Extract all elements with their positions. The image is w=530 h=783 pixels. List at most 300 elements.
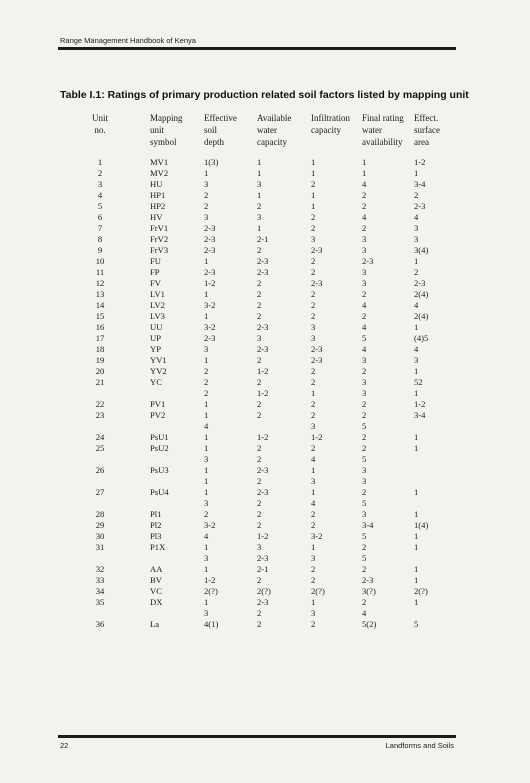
cell-soil-depth: 3	[204, 212, 209, 222]
cell-final-rating: 3-4	[362, 520, 374, 530]
cell-soil-depth: 3	[204, 553, 209, 563]
cell-surface-area: 5	[414, 619, 419, 629]
footer-rule	[58, 735, 456, 738]
cell-water-capacity: 1-2	[257, 531, 269, 541]
cell-infiltration: 2-3	[311, 344, 323, 354]
cell-soil-depth: 1	[204, 410, 209, 420]
cell-unit-no: 20	[95, 366, 105, 376]
cell-mapping-unit: PsU1	[150, 432, 169, 442]
cell-mapping-unit: MV2	[150, 168, 169, 178]
column-header-surface-area	[414, 112, 440, 148]
cell-infiltration: 1	[311, 157, 316, 167]
cell-infiltration: 3	[311, 333, 316, 343]
cell-water-capacity: 1	[257, 168, 262, 178]
cell-mapping-unit: FU	[150, 256, 161, 266]
cell-infiltration: 1	[311, 542, 316, 552]
cell-final-rating: 2	[362, 410, 367, 420]
table-row	[0, 300, 530, 311]
column-header-line: no.	[94, 125, 106, 135]
table-row	[0, 256, 530, 267]
cell-surface-area: 3-4	[414, 410, 426, 420]
cell-soil-depth: 1	[204, 487, 209, 497]
column-header-soil-depth	[204, 112, 237, 148]
cell-mapping-unit: YP	[150, 344, 161, 354]
section-name: Landforms and Soils	[385, 741, 454, 750]
column-header-line: water	[257, 125, 277, 135]
cell-infiltration: 1	[311, 487, 316, 497]
table-row	[0, 322, 530, 333]
cell-mapping-unit: VC	[150, 586, 162, 596]
cell-water-capacity: 2	[257, 443, 262, 453]
cell-mapping-unit: Pl3	[150, 531, 162, 541]
cell-infiltration: 2	[311, 223, 316, 233]
cell-mapping-unit: FV	[150, 278, 161, 288]
cell-surface-area: 2(?)	[414, 586, 428, 596]
cell-unit-no: 9	[97, 245, 103, 255]
cell-water-capacity: 2	[257, 278, 262, 288]
cell-soil-depth: 1(3)	[204, 157, 219, 167]
column-header-line: water	[362, 125, 382, 135]
cell-mapping-unit: FrV2	[150, 234, 169, 244]
cell-unit-no: 33	[95, 575, 105, 585]
cell-infiltration: 2	[311, 564, 316, 574]
cell-surface-area: 1(4)	[414, 520, 429, 530]
table-row	[0, 201, 530, 212]
cell-water-capacity: 2-3	[257, 267, 269, 277]
cell-infiltration: 2-3	[311, 355, 323, 365]
cell-water-capacity: 1	[257, 190, 262, 200]
cell-surface-area: 2-3	[414, 278, 426, 288]
table-row	[0, 421, 530, 432]
table-row	[0, 223, 530, 234]
table-row	[0, 520, 530, 531]
cell-mapping-unit: P1X	[150, 542, 166, 552]
cell-infiltration: 2	[311, 399, 316, 409]
cell-water-capacity: 2	[257, 399, 262, 409]
table-row	[0, 454, 530, 465]
cell-final-rating: 2	[362, 190, 367, 200]
table-row	[0, 344, 530, 355]
table-title: Table I.1: Ratings of primary production related soil factors listed by mapping unit	[60, 89, 469, 101]
cell-infiltration: 3	[311, 476, 316, 486]
cell-mapping-unit: HV	[150, 212, 163, 222]
cell-unit-no: 14	[95, 300, 105, 310]
cell-mapping-unit: AA	[150, 564, 163, 574]
cell-water-capacity: 2	[257, 509, 262, 519]
cell-water-capacity: 2-1	[257, 564, 269, 574]
cell-surface-area: 1	[414, 542, 419, 552]
cell-unit-no: 21	[95, 377, 105, 387]
table-row	[0, 278, 530, 289]
cell-surface-area: 1	[414, 509, 419, 519]
cell-infiltration: 2	[311, 289, 316, 299]
cell-water-capacity: 1-2	[257, 432, 269, 442]
cell-final-rating: 4	[362, 179, 367, 189]
cell-unit-no: 11	[95, 267, 105, 277]
cell-final-rating: 3	[362, 278, 367, 288]
table-row	[0, 267, 530, 278]
cell-mapping-unit: YV2	[150, 366, 167, 376]
cell-water-capacity: 2	[257, 498, 262, 508]
column-header-line: surface	[414, 125, 440, 135]
cell-soil-depth: 2-3	[204, 267, 216, 277]
table-row	[0, 531, 530, 542]
cell-soil-depth: 1	[204, 465, 209, 475]
cell-soil-depth: 2-3	[204, 333, 216, 343]
cell-unit-no: 25	[95, 443, 105, 453]
cell-surface-area: 1	[414, 443, 419, 453]
table-row	[0, 575, 530, 586]
cell-surface-area: 1	[414, 388, 419, 398]
cell-mapping-unit: La	[150, 619, 160, 629]
column-header-line: availability	[362, 137, 403, 147]
cell-infiltration: 1	[311, 597, 316, 607]
cell-surface-area: 52	[414, 377, 423, 387]
cell-soil-depth: 1	[204, 289, 209, 299]
cell-water-capacity: 2	[257, 476, 262, 486]
cell-infiltration: 2	[311, 366, 316, 376]
cell-mapping-unit: HP1	[150, 190, 166, 200]
cell-mapping-unit: PsU4	[150, 487, 169, 497]
cell-water-capacity: 2(?)	[257, 586, 271, 596]
cell-mapping-unit: UU	[150, 322, 163, 332]
column-header-line: Effective	[204, 113, 237, 123]
cell-infiltration: 3	[311, 553, 316, 563]
cell-final-rating: 2	[362, 311, 367, 321]
cell-surface-area: (4)5	[414, 333, 429, 343]
cell-infiltration: 2	[311, 256, 316, 266]
cell-water-capacity: 2	[257, 410, 262, 420]
table-row	[0, 553, 530, 564]
cell-final-rating: 2	[362, 597, 367, 607]
cell-final-rating: 5	[362, 498, 367, 508]
column-header-line: area	[414, 137, 429, 147]
cell-final-rating: 3	[362, 245, 367, 255]
cell-soil-depth: 1-2	[204, 575, 216, 585]
cell-infiltration: 2	[311, 410, 316, 420]
table-row	[0, 432, 530, 443]
cell-soil-depth: 3-2	[204, 300, 216, 310]
cell-infiltration: 4	[311, 498, 316, 508]
cell-final-rating: 2	[362, 201, 367, 211]
cell-water-capacity: 2	[257, 377, 262, 387]
cell-water-capacity: 2	[257, 355, 262, 365]
cell-infiltration: 3	[311, 234, 316, 244]
cell-mapping-unit: FrV3	[150, 245, 169, 255]
cell-soil-depth: 2	[204, 377, 209, 387]
cell-water-capacity: 2	[257, 289, 262, 299]
cell-soil-depth: 3	[204, 179, 209, 189]
cell-soil-depth: 3-2	[204, 520, 216, 530]
cell-infiltration: 2	[311, 443, 316, 453]
cell-soil-depth: 1	[204, 564, 209, 574]
cell-unit-no: 6	[97, 212, 103, 222]
cell-infiltration: 2	[311, 377, 316, 387]
table-row	[0, 564, 530, 575]
cell-unit-no: 15	[95, 311, 105, 321]
column-header-line: Effect.	[414, 113, 439, 123]
cell-infiltration: 1	[311, 168, 316, 178]
cell-final-rating: 2	[362, 487, 367, 497]
table-row	[0, 245, 530, 256]
cell-mapping-unit: Pl1	[150, 509, 162, 519]
cell-water-capacity: 1	[257, 157, 262, 167]
cell-surface-area: 3-4	[414, 179, 426, 189]
cell-water-capacity: 2	[257, 245, 262, 255]
cell-water-capacity: 2	[257, 520, 262, 530]
cell-soil-depth: 4	[204, 531, 209, 541]
cell-water-capacity: 3	[257, 179, 262, 189]
cell-infiltration: 1-2	[311, 432, 323, 442]
cell-surface-area: 2-3	[414, 201, 426, 211]
cell-water-capacity: 2-3	[257, 465, 269, 475]
cell-unit-no: 4	[97, 190, 103, 200]
cell-soil-depth: 2	[204, 366, 209, 376]
cell-soil-depth: 2-3	[204, 245, 216, 255]
cell-soil-depth: 4	[204, 421, 209, 431]
column-header-line: capacity	[311, 125, 341, 135]
cell-mapping-unit: YV1	[150, 355, 167, 365]
column-header-unit-no	[88, 112, 112, 136]
cell-soil-depth: 1	[204, 399, 209, 409]
table-row	[0, 410, 530, 421]
cell-mapping-unit: BV	[150, 575, 162, 585]
cell-surface-area: 1-2	[414, 399, 426, 409]
cell-infiltration: 2	[311, 179, 316, 189]
cell-unit-no: 13	[95, 289, 105, 299]
column-header-water-capacity	[257, 112, 291, 148]
cell-unit-no: 31	[95, 542, 105, 552]
cell-final-rating: 5	[362, 553, 367, 563]
cell-surface-area: 2	[414, 267, 419, 277]
cell-infiltration: 2-3	[311, 245, 323, 255]
cell-soil-depth: 3	[204, 608, 209, 618]
cell-mapping-unit: HU	[150, 179, 163, 189]
cell-final-rating: 2	[362, 432, 367, 442]
cell-unit-no: 34	[95, 586, 105, 596]
cell-infiltration: 4	[311, 454, 316, 464]
cell-infiltration: 3	[311, 322, 316, 332]
table-row	[0, 355, 530, 366]
column-header-line: Mapping	[150, 113, 183, 123]
table-row	[0, 311, 530, 322]
cell-final-rating: 2	[362, 443, 367, 453]
cell-unit-no: 30	[95, 531, 105, 541]
column-header-line: capacity	[257, 137, 287, 147]
cell-water-capacity: 3	[257, 542, 262, 552]
cell-surface-area: 1	[414, 564, 419, 574]
cell-soil-depth: 1	[204, 542, 209, 552]
cell-surface-area: 1	[414, 168, 419, 178]
cell-mapping-unit: LV2	[150, 300, 165, 310]
cell-final-rating: 2	[362, 289, 367, 299]
cell-mapping-unit: PV2	[150, 410, 166, 420]
column-header-line: symbol	[150, 137, 177, 147]
cell-final-rating: 5(2)	[362, 619, 377, 629]
cell-unit-no: 28	[95, 509, 105, 519]
cell-water-capacity: 2	[257, 311, 262, 321]
cell-final-rating: 3(?)	[362, 586, 376, 596]
cell-final-rating: 5	[362, 531, 367, 541]
cell-unit-no: 8	[97, 234, 103, 244]
cell-soil-depth: 3	[204, 454, 209, 464]
cell-water-capacity: 2-3	[257, 344, 269, 354]
cell-mapping-unit: Pl2	[150, 520, 162, 530]
table-row	[0, 234, 530, 245]
cell-unit-no: 1	[97, 157, 103, 167]
cell-unit-no: 35	[95, 597, 105, 607]
cell-infiltration: 2	[311, 300, 316, 310]
cell-unit-no: 27	[95, 487, 105, 497]
cell-soil-depth: 1	[204, 168, 209, 178]
cell-mapping-unit: UP	[150, 333, 161, 343]
cell-final-rating: 5	[362, 333, 367, 343]
table-row	[0, 465, 530, 476]
cell-final-rating: 3	[362, 377, 367, 387]
cell-final-rating: 3	[362, 355, 367, 365]
cell-mapping-unit: LV1	[150, 289, 165, 299]
cell-surface-area: 1-2	[414, 157, 426, 167]
cell-unit-no: 36	[95, 619, 105, 629]
cell-final-rating: 2-3	[362, 256, 374, 266]
cell-soil-depth: 1	[204, 355, 209, 365]
cell-final-rating: 2-3	[362, 575, 374, 585]
table-row	[0, 366, 530, 377]
cell-surface-area: 1	[414, 256, 419, 266]
cell-final-rating: 3	[362, 267, 367, 277]
cell-unit-no: 26	[95, 465, 105, 475]
running-title: Range Management Handbook of Kenya	[60, 36, 196, 45]
cell-surface-area: 1	[414, 366, 419, 376]
cell-infiltration: 3	[311, 608, 316, 618]
cell-final-rating: 3	[362, 465, 367, 475]
cell-unit-no: 24	[95, 432, 105, 442]
cell-unit-no: 19	[95, 355, 105, 365]
cell-water-capacity: 1-2	[257, 366, 269, 376]
table-row	[0, 289, 530, 300]
cell-unit-no: 23	[95, 410, 105, 420]
table-row	[0, 212, 530, 223]
table-body	[0, 157, 530, 630]
cell-unit-no: 5	[97, 201, 103, 211]
column-header-final-rating	[362, 112, 404, 148]
cell-infiltration: 2	[311, 311, 316, 321]
cell-final-rating: 2	[362, 564, 367, 574]
cell-water-capacity: 2	[257, 608, 262, 618]
header-rule	[58, 47, 456, 50]
cell-water-capacity: 1	[257, 223, 262, 233]
table-row	[0, 619, 530, 630]
cell-mapping-unit: PV1	[150, 399, 166, 409]
cell-infiltration: 2	[311, 619, 316, 629]
cell-surface-area: 1	[414, 487, 419, 497]
cell-unit-no: 18	[95, 344, 105, 354]
cell-water-capacity: 2-3	[257, 256, 269, 266]
cell-surface-area: 1	[414, 575, 419, 585]
cell-surface-area: 4	[414, 212, 419, 222]
cell-water-capacity: 2-3	[257, 597, 269, 607]
cell-surface-area: 3(4)	[414, 245, 429, 255]
cell-water-capacity: 2-3	[257, 322, 269, 332]
cell-mapping-unit: MV1	[150, 157, 169, 167]
cell-infiltration: 2(?)	[311, 586, 325, 596]
cell-water-capacity: 1-2	[257, 388, 269, 398]
cell-surface-area: 1	[414, 432, 419, 442]
cell-soil-depth: 2	[204, 190, 209, 200]
cell-surface-area: 2(4)	[414, 311, 429, 321]
cell-surface-area: 4	[414, 300, 419, 310]
column-header-line: Available	[257, 113, 292, 123]
cell-final-rating: 4	[362, 322, 367, 332]
cell-surface-area: 2(4)	[414, 289, 429, 299]
cell-final-rating: 2	[362, 366, 367, 376]
cell-infiltration: 1	[311, 388, 316, 398]
cell-unit-no: 17	[95, 333, 105, 343]
cell-infiltration: 1	[311, 201, 316, 211]
cell-soil-depth: 3	[204, 498, 209, 508]
cell-infiltration: 3	[311, 421, 316, 431]
cell-soil-depth: 1	[204, 256, 209, 266]
cell-water-capacity: 2-1	[257, 234, 269, 244]
cell-surface-area: 4	[414, 344, 419, 354]
column-header-mapping-unit	[150, 112, 183, 148]
cell-soil-depth: 2-3	[204, 234, 216, 244]
table-row	[0, 586, 530, 597]
column-header-line: Unit	[91, 113, 108, 123]
table-row	[0, 179, 530, 190]
cell-final-rating: 4	[362, 344, 367, 354]
cell-water-capacity: 2	[257, 300, 262, 310]
table-row	[0, 190, 530, 201]
cell-unit-no: 12	[95, 278, 105, 288]
cell-unit-no: 16	[95, 322, 105, 332]
cell-mapping-unit: YC	[150, 377, 162, 387]
cell-final-rating: 4	[362, 212, 367, 222]
cell-surface-area: 1	[414, 597, 419, 607]
column-header-line: Final rating	[362, 113, 404, 123]
column-header-line: depth	[204, 137, 224, 147]
cell-surface-area: 1	[414, 531, 419, 541]
cell-water-capacity: 2-3	[257, 553, 269, 563]
table-row	[0, 487, 530, 498]
cell-final-rating: 4	[362, 300, 367, 310]
cell-surface-area: 3	[414, 223, 419, 233]
cell-mapping-unit: PsU2	[150, 443, 169, 453]
cell-mapping-unit: FrV1	[150, 223, 169, 233]
cell-final-rating: 1	[362, 168, 367, 178]
cell-soil-depth: 2(?)	[204, 586, 218, 596]
cell-water-capacity: 2-3	[257, 487, 269, 497]
cell-surface-area: 2	[414, 190, 419, 200]
column-header-line: unit	[150, 125, 165, 135]
cell-mapping-unit: HP2	[150, 201, 166, 211]
cell-soil-depth: 2	[204, 509, 209, 519]
cell-unit-no: 10	[95, 256, 105, 266]
cell-final-rating: 2	[362, 399, 367, 409]
cell-soil-depth: 1	[204, 476, 209, 486]
column-header-infiltration	[311, 112, 350, 136]
page-number: 22	[60, 741, 69, 750]
cell-final-rating: 2	[362, 223, 367, 233]
table-row	[0, 399, 530, 410]
column-header-line: soil	[204, 125, 218, 135]
cell-final-rating: 1	[362, 157, 367, 167]
cell-unit-no: 7	[97, 223, 103, 233]
cell-water-capacity: 3	[257, 333, 262, 343]
cell-unit-no: 32	[95, 564, 105, 574]
table-row	[0, 333, 530, 344]
cell-surface-area: 3	[414, 355, 419, 365]
